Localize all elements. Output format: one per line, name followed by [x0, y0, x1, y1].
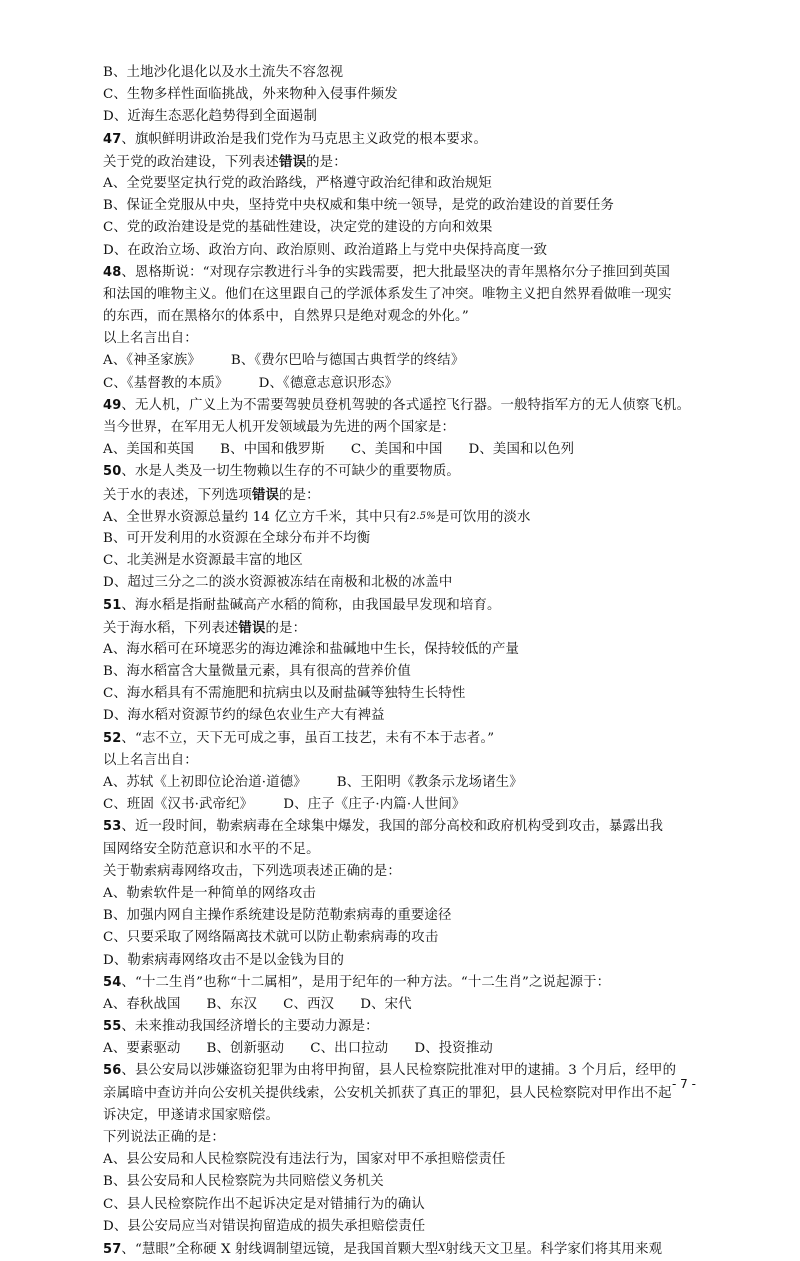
option: A、要素驱动 [103, 1041, 181, 1057]
question-number: 49 [103, 397, 122, 413]
question-number: 56 [103, 1063, 122, 1079]
question-text: 、“志不立，天下无可成之事，虽百工技艺，未有不本于志者。” [121, 730, 495, 746]
line-text: 射线天文卫星。科学家们将其用来观 [445, 1241, 663, 1257]
text-line [103, 506, 703, 528]
option: D、投资推动 [414, 1041, 493, 1057]
page-number: - 7 - [672, 1077, 696, 1091]
text-line: C、生物多样性面临挑战，外来物种入侵事件频发 [103, 87, 398, 103]
inline-formula: 2.5% [409, 510, 436, 522]
text-line: 下列说法正确的是： [103, 1130, 225, 1145]
options-row [103, 1038, 703, 1060]
question-line [103, 1016, 703, 1038]
question-line [103, 972, 703, 994]
option: D、《德意志意识形态》 [258, 375, 399, 391]
prompt-text: 的是： [306, 154, 347, 170]
option: A、春秋战国 [103, 996, 181, 1012]
question-text: 、海水稻是指耐盐碱高产水稻的简称，由我国最早发现和培育。 [121, 597, 501, 613]
question-prompt [103, 484, 703, 506]
page-content [103, 62, 703, 1260]
text-line: C、县人民检察院作出不起诉决定是对错捕行为的确认 [103, 1196, 425, 1212]
question-text: 、水是人类及一切生物赖以生存的不可缺少的重要物质。 [121, 464, 460, 480]
options-row [103, 794, 703, 816]
text-line: 诉决定，甲遂请求国家赔偿。 [103, 1107, 280, 1123]
text-line: D、在政治立场、政治方向、政治原则、政治道路上与党中央保持高度一致 [103, 242, 548, 258]
options-row [103, 350, 703, 372]
text-line: C、只要采取了网络隔离技术就可以防止勒索病毒的攻击 [103, 930, 439, 946]
text-line: C、北美洲是水资源最丰富的地区 [103, 553, 303, 569]
option: A、《神圣家族》 [103, 353, 201, 369]
question-number: 47 [103, 131, 122, 147]
option: C、班固《汉书·武帝纪》 [103, 797, 254, 813]
text-line: D、超过三分之二的淡水资源被冻结在南极和北极的冰盖中 [103, 575, 453, 591]
text-line: A、县公安局和人民检察院没有违法行为，国家对甲不承担赔偿责任 [103, 1152, 506, 1168]
inline-formula: X [438, 1242, 446, 1254]
question-line [103, 395, 703, 417]
option: A、苏轼《上初即位论治道·道德》 [103, 775, 307, 790]
question-prompt [103, 151, 703, 173]
option: B、《费尔巴哈与德国古典哲学的终结》 [230, 353, 465, 369]
question-line [103, 1060, 703, 1082]
text-line: 和法国的唯物主义。他们在这里跟自己的学派体系发生了冲突。唯物主义把自然界看做唯一现实 [103, 286, 672, 302]
prompt-text: 的是： [265, 620, 307, 636]
question-number: 51 [103, 597, 122, 613]
emphasis-word: 错误 [251, 486, 280, 503]
question-number: 52 [103, 730, 122, 746]
text-line: 的东西，而在黑格尔的体系中，自然界只是绝对观念的外化。” [103, 309, 469, 325]
text-line: D、近海生态恶化趋势得到全面遏制 [103, 109, 317, 125]
question-text: 、县公安局以涉嫌盗窃犯罪为由将甲拘留，县人民检察院批准对甲的逮捕。3 个月后，经甲的 [121, 1063, 677, 1079]
text-line: 关于勒索病毒网络攻击，下列选项表述正确的是： [103, 863, 401, 879]
text-line: D、海水稻对资源节约的绿色农业生产大有裨益 [103, 708, 385, 724]
prompt-text: 关于党的政治建设，下列表述 [103, 154, 280, 170]
question-number: 55 [103, 1019, 122, 1035]
text-line: D、勒索病毒网络攻击不是以金钱为目的 [103, 952, 345, 968]
option: D、庄子《庄子·内篇·人世间》 [283, 797, 466, 813]
option: D、美国和以色列 [468, 442, 575, 458]
prompt-text: 关于水的表述，下列选项 [103, 487, 252, 503]
option: A、美国和英国 [103, 442, 195, 458]
question-text: 、未来推动我国经济增长的主要动力源是： [121, 1019, 379, 1035]
text-line: 当今世界，在军用无人机开发领域最为先进的两个国家是： [103, 420, 456, 435]
emphasis-word: 错误 [238, 619, 266, 636]
question-text: 、恩格斯说：“对现存宗教进行斗争的实践需要，把大批最坚决的青年黑格尔分子推回到英国 [121, 264, 671, 280]
text-line: B、土地沙化退化以及水土流失不容忽视 [103, 65, 344, 80]
line-text: 是可饮用的淡水 [435, 509, 531, 525]
text-line: B、可开发利用的水资源在全球分布并不均衡 [103, 530, 371, 546]
text-line: A、全党要坚定执行党的政治路线，严格遵守政治纪律和政治规矩 [103, 175, 492, 191]
text-line: B、加强内网自主操作系统建设是防范勒索病毒的重要途径 [103, 908, 452, 924]
options-row [103, 373, 703, 395]
text-line: 亲属暗中查访并向公安机关提供线索，公安机关抓获了真正的罪犯，县人民检察院对甲作出不起 [103, 1085, 672, 1101]
option: C、美国和中国 [350, 442, 443, 458]
text-line: C、党的政治建设是党的基础性建设，决定党的建设的方向和效果 [103, 220, 493, 236]
text-line: A、海水稻可在环境恶劣的海边滩涂和盐碱地中生长，保持较低的产量 [103, 641, 520, 657]
line-text: 、“慧眼”全称硬 X 射线调制望远镜，是我国首颗大型 [121, 1241, 439, 1257]
question-number: 50 [103, 464, 122, 480]
text-line [103, 1238, 703, 1260]
question-line [103, 461, 703, 483]
question-text: 、“十二生肖”也称“十二属相”，是用于纪年的一种方法。“十二生肖”之说起源于： [121, 974, 611, 990]
question-number: 53 [103, 819, 122, 835]
text-line: 国网络安全防范意识和水平的不足。 [103, 841, 320, 857]
text-line: B、保证全党服从中央，坚持党中央权威和集中统一领导，是党的政治建设的首要任务 [103, 198, 614, 214]
prompt-text: 的是： [279, 487, 320, 503]
question-line [103, 728, 703, 750]
question-line [103, 595, 703, 617]
text-line: B、县公安局和人民检察院为共同赔偿义务机关 [103, 1174, 384, 1190]
question-line [103, 816, 703, 838]
question-text: 、旗帜鲜明讲政治是我们党作为马克思主义政党的根本要求。 [121, 131, 488, 147]
option: B、创新驱动 [206, 1041, 285, 1057]
question-text: 、近一段时间，勒索病毒在全球集中爆发，我国的部分高校和政府机构受到攻击，暴露出我 [121, 819, 664, 835]
question-line [103, 262, 703, 284]
text-line: A、勒索软件是一种简单的网络攻击 [103, 885, 316, 901]
option: C、出口拉动 [310, 1041, 389, 1057]
options-row [103, 439, 703, 461]
text-line: B、海水稻富含大量微量元素，具有很高的营养价值 [103, 664, 411, 680]
options-row [103, 994, 703, 1016]
option: B、王阳明《教条示龙场诸生》 [336, 775, 523, 790]
line-text: A、全世界水资源总量约 14 亿立方千米，其中只有 [103, 509, 410, 525]
text-line: 以上名言出自： [103, 331, 198, 347]
prompt-text: 关于海水稻，下列表述 [103, 620, 239, 636]
question-prompt [103, 617, 703, 639]
option: C、《基督教的本质》 [103, 375, 229, 391]
question-number: 54 [103, 974, 122, 990]
question-text: 、无人机，广义上为不需要驾驶员登机驾驶的各式遥控飞行器。一般特指军方的无人侦察飞机。 [121, 397, 691, 413]
option: C、西汉 [283, 996, 335, 1012]
text-line: 以上名言出自： [103, 752, 198, 768]
question-number: 57 [103, 1241, 122, 1257]
option: B、中国和俄罗斯 [220, 442, 325, 458]
option: B、东汉 [206, 996, 258, 1012]
option: D、宋代 [360, 996, 412, 1012]
options-row [103, 772, 703, 794]
question-number: 48 [103, 264, 122, 280]
text-line: D、县公安局应当对错误拘留造成的损失承担赔偿责任 [103, 1218, 426, 1234]
question-line [103, 129, 703, 151]
text-line: C、海水稻具有不需施肥和抗病虫以及耐盐碱等独特生长特性 [103, 686, 466, 702]
emphasis-word: 错误 [279, 153, 307, 170]
